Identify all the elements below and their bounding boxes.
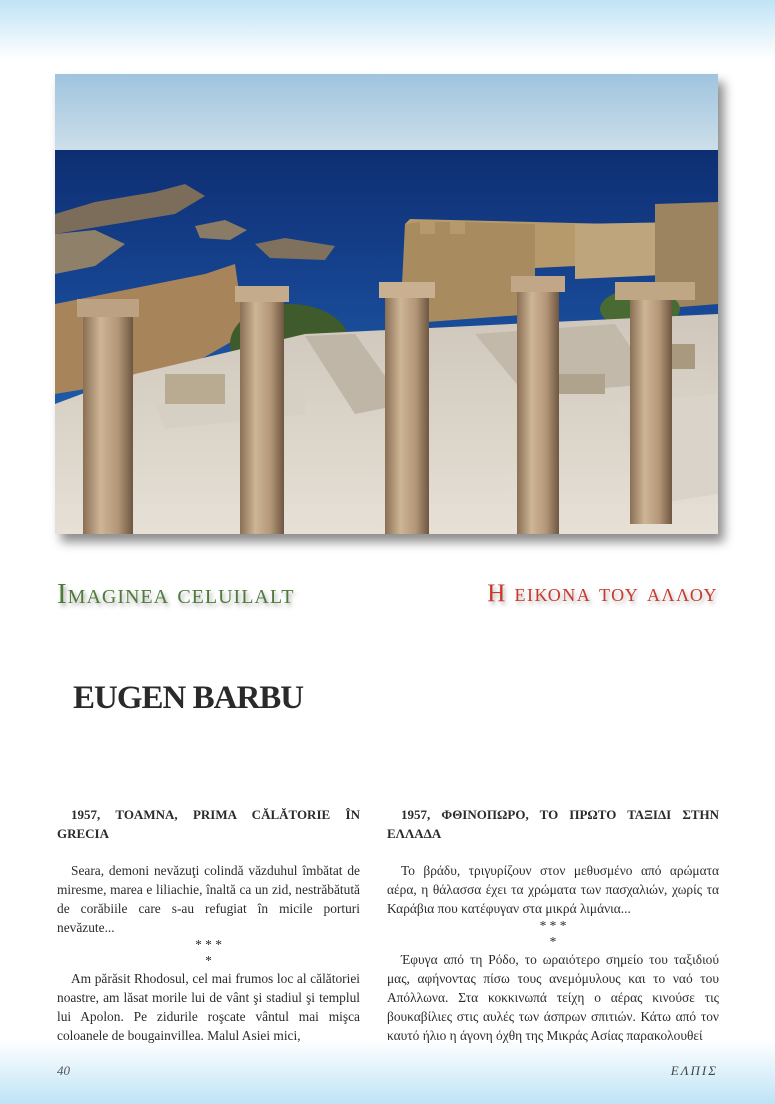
author-name: EUGEN BARBU [73,680,304,716]
title-greek: Η εικονα του αλλου [487,580,718,607]
separator-stars: * * * [539,918,567,933]
column-2 [235,286,289,534]
separator-star: * [205,953,212,968]
romanian-column [57,805,360,1045]
acropolis-photo [55,74,718,534]
separator-stars: * * * [195,937,222,952]
greek-paragraph-1: Το βράδυ, τριγυρίζουν στον μεθυσμένο από αρώματα αέρα, η θάλασσα έχει τα χρώματα των πασχαλιών, χωρίς τα Καράβια που κατέφυγαν στα μικρά λιμάνια... [387,863,719,916]
greek-column [387,805,719,1045]
page-number: 40 [57,1063,70,1078]
greek-paragraph-2: Έφυγα από τη Ρόδο, το ωραιότερο σημείο του ταξιδιού μας, αφήνοντας πίσω τους ανεμόμυλους και το ναό του Απόλλωνα. Στα κοκκινωπά τείχη ο αέρας κινούσε τις βουκαβίλιες στις αυλές των άσπρων σπιτιών. Κάτω από τον καυτό ήλιο η άγονη όχθη της Μικράς Ασίας παρακολουθεί [387,952,719,1043]
journal-name: ΕΛΠΙΣ [670,1063,718,1078]
romanian-heading: 1957, TOAMNA, PRIMA CĂLĂTORIE ÎN GRECIA [57,807,360,841]
greek-heading: 1957, ΦΘΙΝΟΠΩΡΟ, ΤΟ ΠΡΩΤΟ ΤΑΞΙΔΙ ΣΤΗΝ ΕΛΛΑΔΑ [387,807,719,841]
lindos-temple-image [55,74,718,534]
title-romanian: Imaginea celuilalt [57,578,295,610]
column-3 [379,282,435,534]
romanian-paragraph-2: Am părăsit Rhodosul, cel mai frumos loc al călătoriei noastre, am lăsat morile lui de vânt şi stadiul şi templul lui Apolon. Pe zidurile roşcate vântul mai mişca coloanele de bougainvillea. Malul Asiei mici, [57,971,360,1043]
separator-star: * [549,934,557,949]
column-1 [77,299,139,534]
romanian-paragraph-1: Seara, demoni nevăzuţi colindă văzduhul îmbătat de miresme, marea e liliachie, înaltă ca un zid, nestrăbătută de corăbiile care s-au refugiat în micile porturi nevăzute... [57,863,360,935]
column-4 [511,276,565,534]
